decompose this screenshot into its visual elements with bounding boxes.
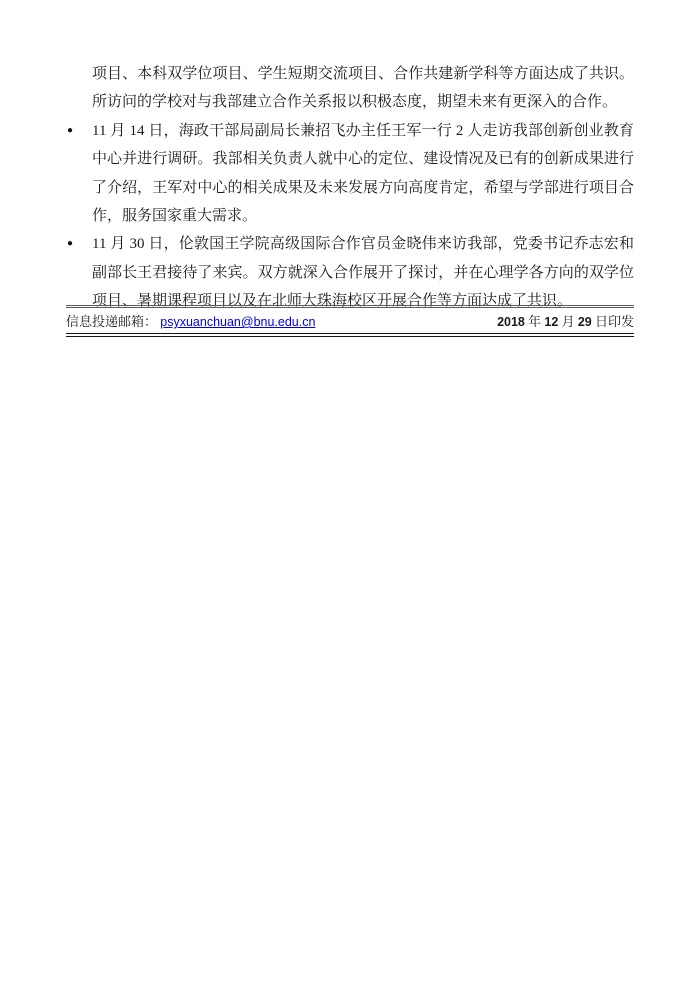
print-date-month: 12 bbox=[544, 315, 559, 329]
email-link[interactable]: psyxuanchuan@bnu.edu.cn bbox=[160, 315, 316, 329]
document-body bbox=[66, 60, 634, 316]
list-item bbox=[66, 117, 634, 231]
footer-contact bbox=[66, 311, 315, 330]
list-item-text: 11 月 30 日，伦敦国王学院高级国际合作官员金晓伟来访我部，党委书记乔志宏和副部长王君接待了来宾。双方就深入合作展开了探讨，并在心理学各方向的双学位项目、暑期课程项目以及在北师大珠海校区开展合作等方面达成了共识。 bbox=[92, 236, 634, 310]
bullet-icon: ● bbox=[67, 124, 74, 136]
footer-bottom-rule bbox=[66, 333, 634, 337]
continuation-paragraph: 项目、本科双学位项目、学生短期交流项目、合作共建新学科等方面达成了共识。所访问的学校对与我部建立合作关系报以积极态度，期望未来有更深入的合作。 bbox=[92, 66, 634, 111]
email-label: 信息投递邮箱： bbox=[66, 314, 158, 329]
print-date bbox=[497, 311, 634, 330]
print-date-year: 2018 bbox=[497, 315, 525, 329]
print-date-day: 29 bbox=[577, 315, 592, 329]
bullet-icon: ● bbox=[67, 238, 74, 250]
list-item-text: 11 月 14 日，海政干部局副局长兼招飞办主任王军一行 2 人走访我部创新创业教育中心并进行调研。我部相关负责人就中心的定位、建设情况及已有的创新成果进行了介绍，王军对中心的相关成果及未来发展方向高度肯定，希望与学部进行项目合作，服务国家重大需求。 bbox=[92, 122, 634, 225]
page-footer bbox=[66, 305, 634, 337]
print-date-suffix: 日印发 bbox=[594, 314, 634, 329]
footer-row bbox=[66, 308, 634, 333]
list-item bbox=[66, 230, 634, 315]
print-date-year-unit: 年 bbox=[528, 314, 542, 329]
print-date-month-unit: 月 bbox=[561, 314, 575, 329]
